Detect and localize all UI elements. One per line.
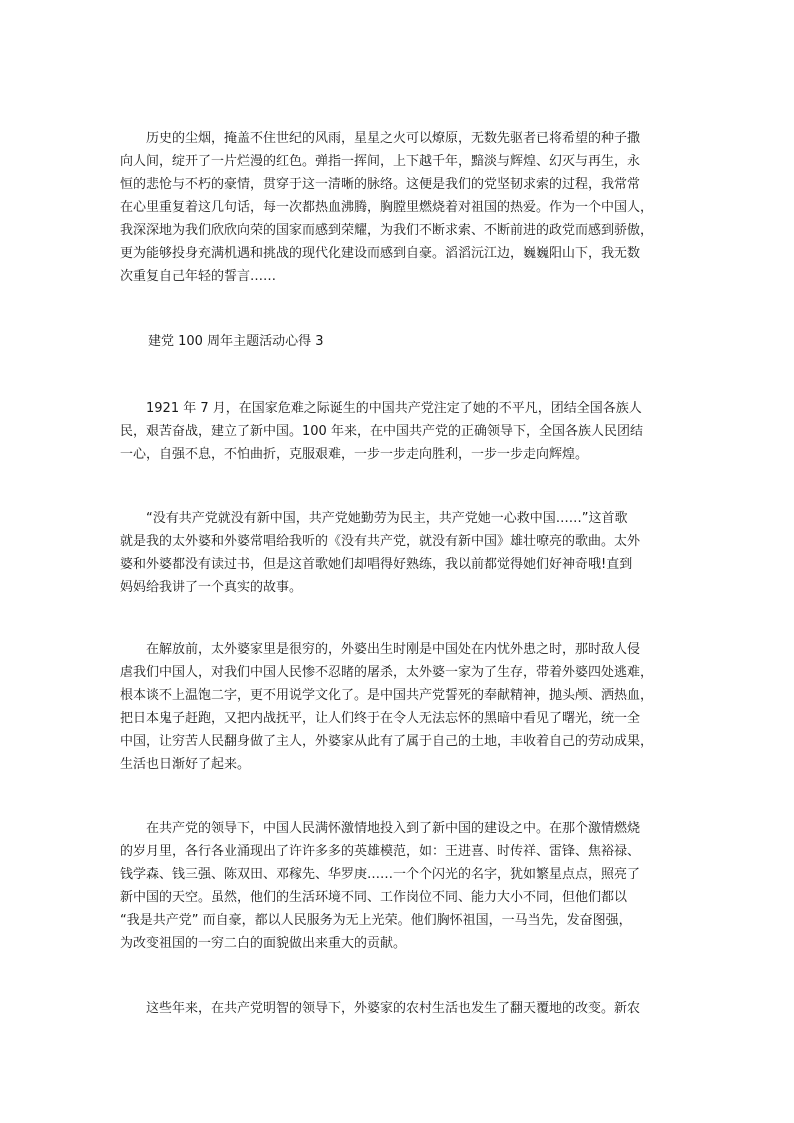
paragraph-heroes (120, 817, 686, 955)
text-line: 这些年来，在共产党明智的领导下，外婆家的农村生活也发生了翻天覆地的改变。新农 (120, 1001, 641, 1016)
text-line: 一心，自强不息，不怕曲折，克服艰难，一步一步走向胜利，一步一步走向辉煌。 (120, 447, 589, 462)
text-line: 根本谈不上温饱二字，更不用说学文化了。是中国共产党誓死的奉献精神，抛头颅、洒热血， (120, 688, 654, 703)
text-line: 的岁月里，各行各业涌现出了许许多多的英雄模范，如：王进喜、时传祥、雷锋、焦裕禄、 (120, 844, 641, 859)
text-line: 新中国的天空。虽然，他们的生活环境不同、工作岗位不同、能力大小不同，但他们都以 (120, 890, 628, 905)
text-line: 更为能够投身充满机遇和挑战的现代化建设而感到自豪。滔滔沅江边，巍巍阳山下，我无数 (120, 246, 641, 261)
text-line: 次重复自己年轻的誓言…… (120, 269, 277, 284)
text-line: 虐我们中国人，对我们中国人民惨不忍睹的屠杀，太外婆一家为了生存，带着外婆四处逃难， (120, 665, 654, 680)
paragraph-liberation (120, 638, 686, 776)
text-line: 钱学森、钱三强、陈双田、邓稼先、华罗庚……一个个闪光的名字，犹如繁星点点，照亮了 (120, 867, 641, 882)
text-line: 在心里重复着这几句话，每一次都热血沸腾，胸膛里燃烧着对祖国的热爱。作为一个中国人， (120, 200, 654, 215)
text-line: 我深深地为我们欣欣向荣的国家而感到荣耀，为我们不断求索、不断前进的政党而感到骄傲， (120, 223, 654, 238)
text-line: 就是我的太外婆和外婆常唱给我听的《没有共产党，就没有新中国》雄壮嘹亮的歌曲。太外 (120, 534, 641, 549)
text-line: “没有共产党就没有新中国，共产党她勤劳为民主，共产党她一心救中国……”这首歌 (120, 511, 628, 526)
text-line: 民，艰苦奋战，建立了新中国。100 年来，在中国共产党的正确领导下，全国各族人民团结 (120, 424, 643, 439)
text-line: 中国，让穷苦人民翻身做了主人，外婆家从此有了属于自己的土地，丰收着自己的劳动成果， (120, 734, 654, 749)
text-line: 历史的尘烟，掩盖不住世纪的风雨，星星之火可以燎原，无数先驱者已将希望的种子撒 (120, 131, 641, 146)
text-line: 妈妈给我讲了一个真实的故事。 (120, 580, 303, 595)
section-heading: 建党 100 周年主题活动心得 3 (148, 334, 324, 349)
paragraph-1921 (120, 397, 686, 466)
paragraph-song (120, 507, 686, 599)
text-line: 向人间，绽开了一片烂漫的红色。弹指一挥间，上下越千年，黯淡与辉煌、幻灭与再生，永 (120, 154, 641, 169)
text-line: 婆和外婆都没有读过书，但是这首歌她们却唱得好熟练，我以前都觉得她们好神奇哦!直到 (120, 557, 633, 572)
paragraph-history (120, 127, 686, 288)
text-line: 在解放前，太外婆家里是很穷的，外婆出生时刚是中国处在内忧外患之时，那时敌人侵 (120, 642, 641, 657)
text-line: 生活也日渐好了起来。 (120, 757, 251, 772)
text-line: 恒的悲怆与不朽的豪情，贯穿于这一清晰的脉络。这便是我们的党坚韧求索的过程，我常常 (120, 177, 641, 192)
text-line: 为改变祖国的一穷二白的面貌做出来重大的贡献。 (120, 936, 407, 951)
text-line: “我是共产党” 而自豪，都以人民服务为无上光荣。他们胸怀祖国，一马当先，发奋图强， (120, 913, 632, 928)
text-line: 把日本鬼子赶跑，又把内战抚平，让人们终于在令人无法忘怀的黑暗中看见了曙光，统一全 (120, 711, 641, 726)
text-line: 在共产党的领导下，中国人民满怀激情地投入到了新中国的建设之中。在那个激情燃烧 (120, 821, 641, 836)
paragraph-recent-years (120, 997, 686, 1020)
text-line: 1921 年 7 月，在国家危难之际诞生的中国共产党注定了她的不平凡，团结全国各族人 (120, 401, 642, 416)
